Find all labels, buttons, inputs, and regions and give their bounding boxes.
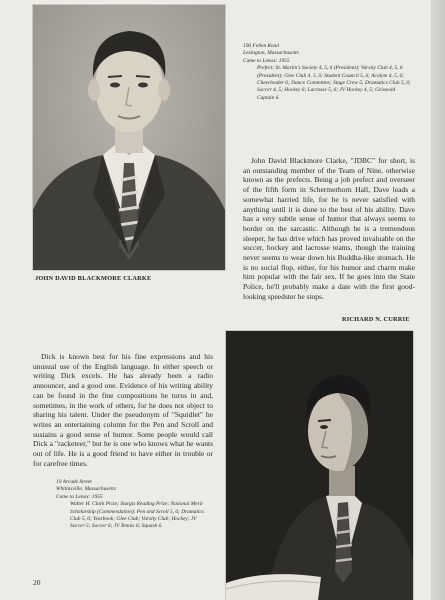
page-number: 20 [33, 578, 41, 587]
clarke-portrait-photo [33, 5, 225, 270]
currie-caption: RICHARD N. CURRIE [342, 316, 410, 323]
page-edge [431, 0, 445, 600]
currie-town: Whitinsville, Massachusetts [56, 486, 116, 493]
clarke-activities: Prefect; St. Martin's Society 4, 5, 6 (President); Varsity Club 4, 5, 6 (President); Glee Club 4, 5, 6; Student Council 5, 6; Acolyte 4, 5, 6; Cheerleader 6; Dance Committee; Stage Crew 5; Dramatics Club 5, 6; Soccer 4, 5; Hockey 6; Lacrosse 5, 6; JV Hockey 4, 5; Griswold Captain 6. [257, 65, 411, 101]
currie-biography: Dick is known best for his fine expressions and his unusual use of the English language. In either speech or writing Dick excels. He has already been a radio announcer, and a good one. Evidence of his writing ability can be found in the fine compositions he turns in and, sometimes, in the work of others, for he does not object to sharing his talent. Under the pseudonym of "Squidlet" he writes an entertaining column for the Pen and Scroll and sustains a good sense of humor. Some people would call Dick a "racketeer," but he is one who knows what he wants out of life. He is a good friend to have either in trouble or for carefree times. [33, 352, 213, 468]
clarke-biography: John David Blackmore Clarke, "JDBC" for short, is an outstanding member of the Team of Nine, otherwise known as the prefects. Being a job prefect and overseer of the fifth form in Schermerhorn Hall, Dave leads a somewhat harried life, for he is never satisfied with anything until it is done to the best of his ability. Dave has a very subtle sense of humor that always seems to border on the sarcastic. Although he is a tremendous sleeper, he has drive which has proved invaluable on the soccer, hockey and lacrosse teams, though the training never seems to wear down his Buddha-like stomach. He is no social flop, either, for his humor and charm make him popular with the fair sex. If he goes into the State Police, he'll probably make a date with the first good-looking speedster he stops. [243, 156, 415, 301]
clarke-came-to-lenox: Came to Lenox: 1955 [243, 57, 290, 64]
clarke-info-block [243, 43, 413, 102]
clarke-caption: JOHN DAVID BLACKMORE CLARKE [35, 275, 152, 282]
currie-activities: Walter H. Clark Prize; Sturgis Reading Prize; National Merit Scholarship (Commendation); Pen and Scroll 5, 6; Dramatics Club 5, 6; Yearbook; Glee Club; Varsity Club; Hockey; JV Soccer 5; Soccer 6; JV Tennis 6; Squash 6. [70, 501, 204, 530]
currie-portrait-photo [226, 331, 413, 600]
currie-address: 19 Arcade Street [56, 479, 92, 485]
clarke-town: Lexington, Massachusetts [243, 50, 299, 57]
clarke-address: 196 Fellen Road [243, 43, 279, 49]
currie-came-to-lenox: Came to Lenox: 1955 [56, 493, 103, 500]
currie-info-block [56, 479, 212, 531]
